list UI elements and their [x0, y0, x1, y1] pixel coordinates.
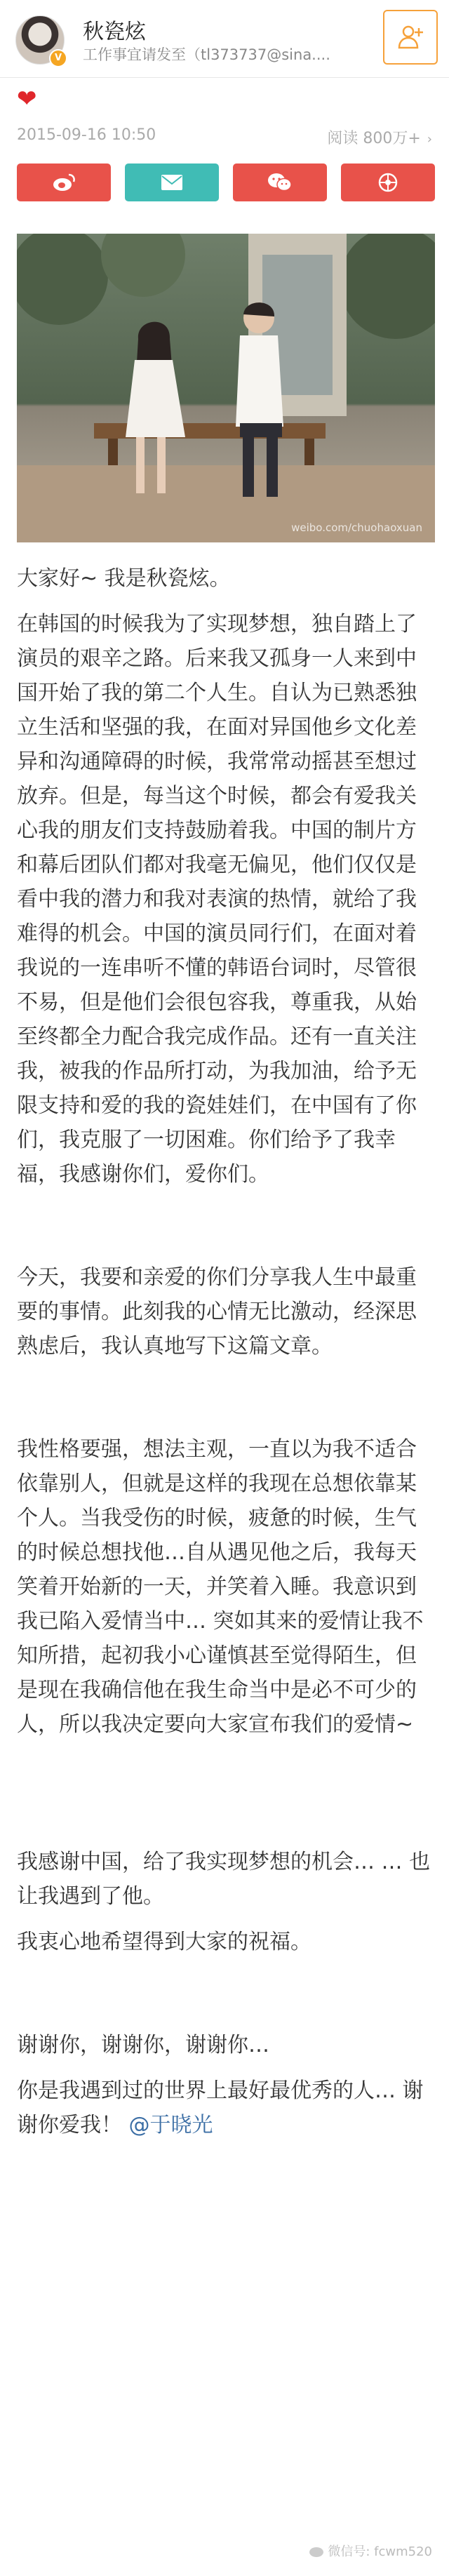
heart-icon: ❤: [17, 85, 37, 113]
couple-photo-illustration: [17, 234, 435, 542]
paragraph-3: 我性格要强，想法主观，一直以为我不适合依靠别人，但就是这样的我现在总想依靠某个人。当我受伤的时候，疲惫的时候，生气的时候总想找他…自从遇见他之后，我每天笑着开始新的一天，并笑着入睡。我意识到我已陷入爱情当中… 突如其来的爱情让我不知所措，起初我小心谨慎甚至觉得陌生，但是现在我确信他在我生命当中是必不可少的人，所以我决定要向大家宣布我们的爱情~: [17, 1437, 424, 1737]
verified-badge: V: [49, 49, 67, 67]
share-bar: [17, 163, 435, 201]
wechat-icon: [267, 172, 293, 193]
footer-watermark-text: 微信号: fcwm520: [328, 2544, 432, 2559]
footer-watermark: [309, 2542, 432, 2560]
paragraph-4: 我感谢中国，给了我实现梦想的机会… … 也让我遇到了他。: [17, 1850, 431, 1909]
paragraph-7-text: 你是我遇到过的世界上最好最优秀的人… 谢谢你爱我！: [17, 2078, 424, 2137]
add-user-icon: [396, 22, 424, 51]
views-counter[interactable]: [327, 126, 432, 148]
moments-icon: [377, 172, 398, 193]
share-email-button[interactable]: [125, 163, 219, 201]
email-icon: [161, 174, 183, 191]
share-weibo-button[interactable]: [17, 163, 111, 201]
wechat-icon: [309, 2547, 323, 2557]
follow-button[interactable]: [383, 10, 438, 65]
paragraph-2: 今天，我要和亲爱的你们分享我人生中最重要的事情。此刻我的心情无比激动，经深思熟虑后，我认真地写下这篇文章。: [17, 1265, 417, 1359]
views-label: 阅读: [327, 130, 358, 147]
paragraph-7: [17, 2074, 434, 2142]
chevron-right-icon: ›: [427, 132, 432, 147]
paragraph-5: 我衷心地希望得到大家的祝福。: [17, 1930, 311, 1954]
photo-watermark: weibo.com/chuohaoxuan: [291, 521, 422, 534]
user-name[interactable]: 秋瓷炫: [83, 20, 146, 44]
post-date: 2015-09-16 10:50: [17, 126, 156, 144]
article-body: [17, 561, 434, 2142]
mention-link[interactable]: @于晓光: [128, 2113, 213, 2137]
views-count: 800万+: [363, 130, 421, 147]
post-photo[interactable]: [17, 234, 435, 542]
share-wechat-button[interactable]: [233, 163, 327, 201]
paragraph-6: 谢谢你，谢谢你，谢谢你…: [17, 2033, 269, 2057]
greeting-paragraph: 大家好~ 我是秋瓷炫。: [17, 566, 231, 591]
verify-text: 工作事宜请发至（tl373737@sina....: [83, 46, 330, 63]
profile-header: [0, 0, 449, 78]
share-moments-button[interactable]: [341, 163, 435, 201]
weibo-icon: [52, 173, 76, 192]
paragraph-1: 在韩国的时候我为了实现梦想，独自踏上了演员的艰辛之路。后来我又孤身一人来到中国开始了我的第二个人生。自认为已熟悉独立生活和坚强的我，在面对异国他乡文化差异和沟通障碍的时候，我常常动摇甚至想过放弃。但是，每当这个时候，都会有爱我关心我的朋友们支持鼓励着我。中国的制片方和幕后团队们都对我毫无偏见，他们仅仅是看中我的潜力和我对表演的热情，就给了我难得的机会。中国的演员同行们，在面对着我说的一连串听不懂的韩语台词时，尽管很不易，但是他们会很包容我，尊重我，从始至终都全力配合我完成作品。还有一直关注我，被我的作品所打动，为我加油，给予无限支持和爱的我的瓷娃娃们，在中国有了你们，我克服了一切困难。你们给予了我幸福，我感谢你们，爱你们。: [17, 612, 417, 1187]
